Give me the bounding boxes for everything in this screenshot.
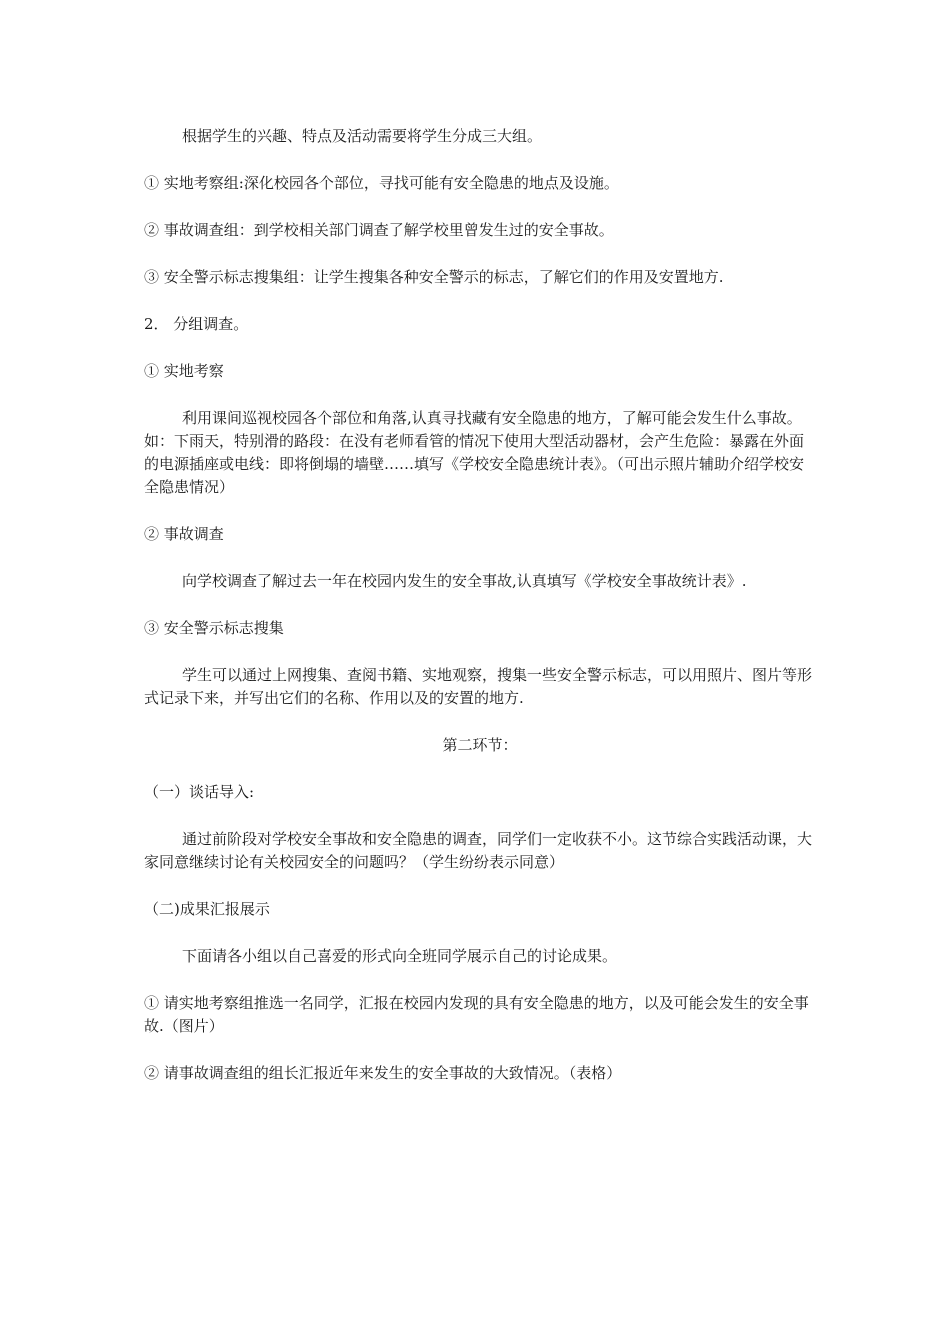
paragraph-grouping-intro: 根据学生的兴趣、特点及活动需要将学生分成三大组。 bbox=[182, 127, 543, 145]
subheading-warning-signs: ③ 安全警示标志搜集 bbox=[144, 619, 284, 637]
paragraph-accident-report: ② 请事故调查组的组长汇报近年来发生的安全事故的大致情况。（表格） bbox=[144, 1064, 622, 1082]
paragraph-accident-survey-detail: 向学校调查了解过去一年在校园内发生的安全事故,认真填写《学校安全事故统计表》. bbox=[182, 572, 747, 590]
document-page bbox=[144, 125, 816, 1109]
paragraph-group-accident-survey: ② 事故调查组：到学校相关部门调查了解学校里曾发生过的安全事故。 bbox=[144, 221, 614, 239]
subheading-accident-survey: ② 事故调查 bbox=[144, 525, 224, 543]
heading-group-investigation: 2． 分组调查。 bbox=[144, 315, 249, 333]
section-title-second-stage: 第二环节： bbox=[442, 736, 518, 754]
paragraph-field-survey-detail: 利用课间巡视校园各个部位和角落,认真寻找藏有安全隐患的地方，了解可能会发生什么事故。如：下雨天，特别滑的路段：在没有老师看管的情况下使用大型活动器材，会产生危险：暴露在外面的电源插座或电线：即将倒塌的墙壁……填写《学校安全隐患统计表》。（可出示照片辅助介绍学校安全隐患情况） bbox=[144, 409, 805, 496]
heading-talk-intro: （一）谈话导入: bbox=[144, 783, 255, 801]
paragraph-results-intro: 下面请各小组以自己喜爱的形式向全班同学展示自己的讨论成果。 bbox=[182, 947, 618, 965]
paragraph-talk-intro-detail: 通过前阶段对学校安全事故和安全隐患的调查，同学们一定收获不小。这节综合实践活动课，大家同意继续讨论有关校园安全的问题吗？（学生纷纷表示同意） bbox=[144, 830, 813, 871]
heading-results-report: （二)成果汇报展示 bbox=[144, 900, 270, 918]
paragraph-field-survey-report: ① 请实地考察组推选一名同学，汇报在校园内发现的具有安全隐患的地方，以及可能会发生的安全事故.（图片） bbox=[144, 994, 809, 1035]
subheading-field-survey: ① 实地考察 bbox=[144, 362, 224, 380]
paragraph-warning-signs-detail: 学生可以通过上网搜集、查阅书籍、实地观察，搜集一些安全警示标志，可以用照片、图片等形式记录下来，并写出它们的名称、作用以及的安置的地方. bbox=[144, 666, 813, 707]
paragraph-group-warning-signs: ③ 安全警示标志搜集组：让学生搜集各种安全警示的标志，了解它们的作用及安置地方. bbox=[144, 268, 724, 286]
paragraph-group-field-survey: ① 实地考察组:深化校园各个部位，寻找可能有安全隐患的地点及设施。 bbox=[144, 174, 619, 192]
